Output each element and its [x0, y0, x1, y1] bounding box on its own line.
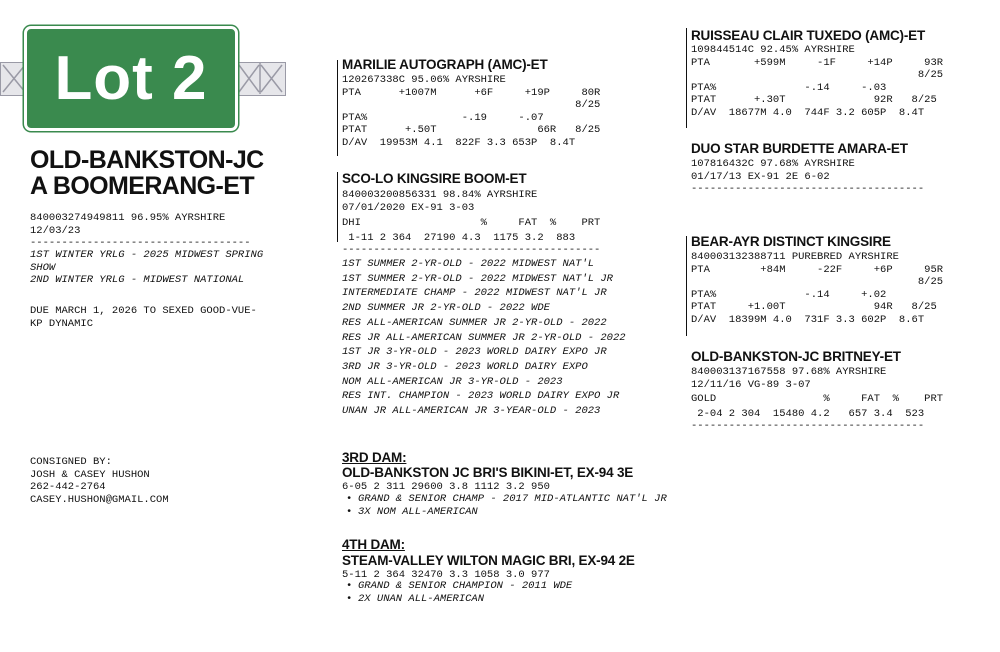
animal-divider: -----------------------------------	[30, 237, 251, 250]
dam-award: 1ST JR 3-YR-OLD - 2023 WORLD DAIRY EXPO JR	[342, 346, 607, 359]
dam-sire-reg: 840003132388711 PUREBRED AYRSHIRE	[691, 251, 899, 263]
sire-dam-details	[691, 158, 924, 196]
animal-info	[30, 212, 251, 250]
sire-sire-line: PTAT +.30T 92R 8/25	[691, 94, 937, 107]
dam-sire-line: PTAT +1.00T 94R 8/25	[691, 301, 937, 314]
dam-award: NOM ALL-AMERICAN JR 3-YR-OLD - 2023	[342, 375, 563, 388]
fourth-dam-name: STEAM-VALLEY WILTON MAGIC BRI, EX-94 2E	[342, 553, 635, 568]
third-dam-label: 3RD DAM:	[342, 450, 407, 465]
lot-label: Lot 2	[54, 44, 208, 113]
dam-award: INTERMEDIATE CHAMP - 2022 MIDWEST NAT'L JR	[342, 287, 607, 300]
consigner-phone: 262-442-2764	[30, 481, 106, 494]
dam-sire-line: PTA +84M -22F +6P 95R	[691, 263, 944, 276]
animal-awards	[30, 249, 263, 287]
fourth-dam-record: 5-11 2 364 32470 3.3 1058 3.0 977	[342, 569, 550, 581]
dam-award: 1ST SUMMER 2-YR-OLD - 2022 MIDWEST NAT'L JR	[342, 272, 613, 285]
consigner-label: CONSIGNED BY:	[30, 456, 112, 468]
sire-sire-line: D/AV 18677M 4.0 744F 3.2 605P 8.4T	[691, 106, 925, 119]
fourth-dam-awards	[342, 580, 672, 605]
animal-due	[30, 305, 257, 330]
dam-award: 2ND SUMMER JR 2-YR-OLD - 2022 WDE	[342, 302, 550, 315]
fourth-dam-award: • GRAND & SENIOR CHAMPION - 2011 WDE	[342, 580, 672, 593]
dam-award: 1ST SUMMER 2-YR-OLD - 2022 MIDWEST NAT'L	[342, 258, 595, 270]
dam-bracket	[337, 172, 338, 242]
consigner-name: JOSH & CASEY HUSHON	[30, 468, 150, 481]
fourth-dam-label: 4TH DAM:	[342, 537, 405, 552]
dam-award: RES JR ALL-AMERICAN SUMMER JR 2-YR-OLD - 2022	[342, 331, 626, 344]
lot-sign	[24, 26, 238, 131]
animal-name-line2: A BOOMERANG-ET	[30, 172, 254, 200]
dam-sire-line: PTA% -.14 +.02	[691, 288, 887, 301]
dam-sire-bracket	[686, 236, 687, 336]
third-dam-awards	[342, 493, 672, 518]
dam-dam-name: OLD-BANKSTON-JC BRITNEY-ET	[691, 349, 901, 364]
animal-award: 1ST WINTER YRLG - 2025 MIDWEST SPRING	[30, 249, 264, 261]
dam-dam-details	[691, 366, 943, 433]
dam-sire-line: D/AV 18399M 4.0 731F 3.3 602P 8.6T	[691, 313, 925, 326]
dam-dam-classification: 12/11/16 VG-89 3-07	[691, 378, 811, 391]
sire-dam-classification: 01/17/13 EX-91 2E 6-02	[691, 170, 830, 183]
due-line: KP DYNAMIC	[30, 317, 94, 330]
consigner-block	[30, 456, 169, 506]
fourth-dam-award: • 2X UNAN ALL-AMERICAN	[342, 593, 672, 606]
dam-divider: -----------------------------------------	[342, 244, 601, 257]
sire-sire-line: PTA% -.14 -.03	[691, 81, 887, 94]
sire-dam-name: DUO STAR BURDETTE AMARA-ET	[691, 141, 908, 156]
dam-award: RES ALL-AMERICAN SUMMER JR 2-YR-OLD - 2022	[342, 316, 607, 329]
sire-sire-details	[691, 44, 943, 120]
dam-reg: 840003200856331 98.84% AYRSHIRE	[342, 189, 538, 201]
dam-dam-reg: 840003137167558 97.68% AYRSHIRE	[691, 366, 887, 378]
third-dam-name: OLD-BANKSTON JC BRI'S BIKINI-ET, EX-94 3E	[342, 465, 634, 480]
sire-sire-line: PTA +599M -1F +14P 93R	[691, 56, 944, 69]
third-dam-award: • GRAND & SENIOR CHAMP - 2017 MID-ATLANTIC NAT'L JR	[342, 493, 672, 506]
dam-dam-divider: -------------------------------------	[691, 420, 925, 433]
sire-bracket	[337, 60, 338, 156]
animal-award: 2ND WINTER YRLG - MIDWEST NATIONAL	[30, 274, 245, 287]
sign-truss-right	[236, 62, 286, 96]
dam-sire-name: BEAR-AYR DISTINCT KINGSIRE	[691, 234, 891, 249]
sire-line: PTAT +.50T 66R 8/25	[342, 124, 601, 137]
dam-dam-rec-header: GOLD % FAT % PRT	[691, 393, 944, 406]
sire-sire-line: 8/25	[691, 69, 944, 82]
sire-line: D/AV 19953M 4.1 822F 3.3 653P 8.4T	[342, 136, 576, 149]
consigner-email: CASEY.HUSHON@GMAIL.COM	[30, 493, 169, 506]
dam-name: SCO-LO KINGSIRE BOOM-ET	[342, 171, 527, 186]
sire-line: PTA% -.19 -.07	[342, 111, 544, 124]
sire-name: MARILIE AUTOGRAPH (AMC)-ET	[342, 57, 548, 72]
dam-sire-details	[691, 251, 943, 327]
sire-sire-bracket	[686, 28, 687, 128]
sire-details	[342, 74, 600, 150]
dam-rec-values: 1-11 2 364 27190 4.3 1175 3.2 883	[342, 231, 576, 244]
sire-line: 8/25	[342, 99, 601, 112]
sire-dam-divider: -------------------------------------	[691, 183, 925, 196]
dam-rec-header: DHI % FAT % PRT	[342, 217, 601, 230]
dam-sire-line: 8/25	[691, 276, 944, 289]
third-dam-record: 6-05 2 311 29600 3.8 1112 3.2 950	[342, 481, 550, 493]
sire-sire-name: RUISSEAU CLAIR TUXEDO (AMC)-ET	[691, 28, 925, 43]
animal-reg: 840003274949811 96.95% AYRSHIRE	[30, 212, 226, 224]
dam-award: UNAN JR ALL-AMERICAN JR 3-YEAR-OLD - 2023	[342, 405, 601, 418]
sire-reg: 120267338C 95.06% AYRSHIRE	[342, 74, 506, 86]
animal-name-line1: OLD-BANKSTON-JC	[30, 146, 264, 174]
animal-born: 12/03/23	[30, 224, 81, 237]
sire-sire-reg: 109844514C 92.45% AYRSHIRE	[691, 44, 855, 56]
sire-line: PTA +1007M +6F +19P 80R	[342, 86, 601, 99]
third-dam-award: • 3X NOM ALL-AMERICAN	[342, 506, 672, 519]
dam-dam-rec-values: 2-04 2 304 15480 4.2 657 3.4 523	[691, 407, 925, 420]
animal-award: SHOW	[30, 261, 56, 274]
dam-details	[342, 189, 600, 257]
sire-dam-reg: 107816432C 97.68% AYRSHIRE	[691, 158, 855, 170]
dam-award: RES INT. CHAMPION - 2023 WORLD DAIRY EXPO JR	[342, 390, 620, 403]
dam-classification: 07/01/2020 EX-91 3-03	[342, 201, 475, 214]
dam-award: 3RD JR 3-YR-OLD - 2023 WORLD DAIRY EXPO	[342, 360, 588, 373]
due-line: DUE MARCH 1, 2026 TO SEXED GOOD-VUE-	[30, 305, 257, 317]
dam-awards	[342, 257, 626, 419]
